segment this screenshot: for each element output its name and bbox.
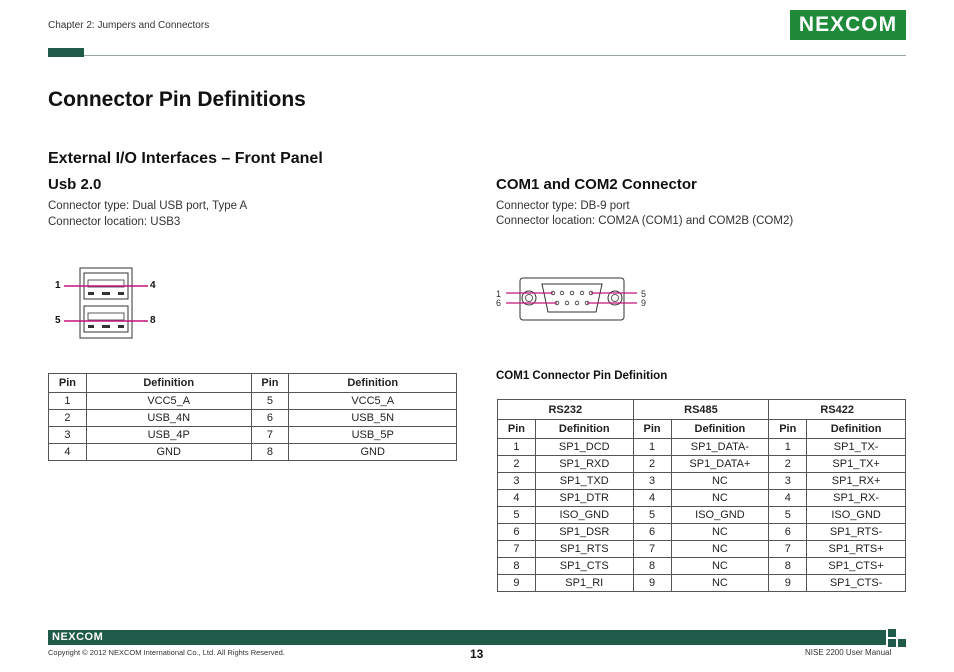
col-header: Definition bbox=[671, 420, 769, 439]
footer-nexcom-logo: NEXCOM bbox=[52, 631, 104, 643]
table-cell: 4 bbox=[633, 490, 671, 507]
table-cell: 5 bbox=[633, 507, 671, 524]
com-table-body bbox=[498, 439, 906, 592]
table-cell: 3 bbox=[498, 473, 536, 490]
copyright-text: Copyright © 2012 NEXCOM International Co., Ltd. All Rights Reserved. bbox=[48, 648, 285, 657]
header-accent bbox=[48, 48, 84, 57]
table-cell: 4 bbox=[498, 490, 536, 507]
table-row bbox=[498, 473, 906, 490]
db9-connector-icon bbox=[500, 274, 640, 324]
table-cell: 3 bbox=[633, 473, 671, 490]
com-pin-label-1: 1 bbox=[496, 289, 502, 299]
table-row bbox=[498, 507, 906, 524]
group-header: RS485 bbox=[633, 400, 769, 420]
table-cell: 4 bbox=[769, 490, 807, 507]
table-cell: SP1_TX+ bbox=[807, 456, 906, 473]
table-cell: 2 bbox=[498, 456, 536, 473]
nexcom-logo: NEXCOM bbox=[790, 10, 906, 40]
db9-port-diagram bbox=[500, 274, 640, 324]
table-cell: 1 bbox=[498, 439, 536, 456]
col-header: Definition bbox=[807, 420, 906, 439]
usb-pin-table bbox=[48, 373, 457, 461]
table-cell: SP1_DATA+ bbox=[671, 456, 769, 473]
com-table-caption: COM1 Connector Pin Definition bbox=[496, 370, 668, 382]
table-cell: 7 bbox=[633, 541, 671, 558]
col-header: Pin bbox=[633, 420, 671, 439]
table-cell: 6 bbox=[251, 410, 289, 427]
table-cell: 6 bbox=[633, 524, 671, 541]
table-cell: SP1_CTS- bbox=[807, 575, 906, 592]
col-header: Pin bbox=[251, 374, 289, 393]
table-cell: NC bbox=[671, 541, 769, 558]
table-cell: GND bbox=[289, 444, 457, 461]
table-cell: NC bbox=[671, 524, 769, 541]
usb-connector-location: Connector location: USB3 bbox=[48, 216, 181, 228]
footer-squares-icon bbox=[888, 629, 906, 647]
table-group-row bbox=[498, 400, 906, 420]
table-cell: 2 bbox=[49, 410, 87, 427]
table-cell: SP1_RTS+ bbox=[807, 541, 906, 558]
table-row bbox=[498, 575, 906, 592]
manual-name: NISE 2200 User Manual bbox=[805, 648, 892, 657]
page-title: Connector Pin Definitions bbox=[48, 88, 306, 111]
table-cell: SP1_CTS+ bbox=[807, 558, 906, 575]
table-cell: 8 bbox=[769, 558, 807, 575]
table-header-row bbox=[49, 374, 457, 393]
com-pin-label-9: 9 bbox=[641, 298, 647, 308]
table-cell: 7 bbox=[769, 541, 807, 558]
table-cell: 6 bbox=[498, 524, 536, 541]
table-cell: NC bbox=[671, 575, 769, 592]
table-cell: SP1_RTS- bbox=[807, 524, 906, 541]
com-pin-label-5: 5 bbox=[641, 289, 647, 299]
table-cell: 9 bbox=[633, 575, 671, 592]
table-cell: 8 bbox=[498, 558, 536, 575]
table-cell: NC bbox=[671, 490, 769, 507]
table-cell: 9 bbox=[498, 575, 536, 592]
table-cell: SP1_RXD bbox=[535, 456, 633, 473]
page-number: 13 bbox=[470, 647, 484, 661]
table-cell: 7 bbox=[498, 541, 536, 558]
table-cell: 3 bbox=[769, 473, 807, 490]
footer-bar bbox=[48, 630, 886, 645]
col-header: Pin bbox=[498, 420, 536, 439]
group-header: RS232 bbox=[498, 400, 634, 420]
usb-title: Usb 2.0 bbox=[48, 176, 102, 193]
header-divider bbox=[48, 48, 906, 57]
usb-pin-label-4: 4 bbox=[150, 280, 156, 291]
com-connector-type: Connector type: DB-9 port bbox=[496, 200, 630, 212]
usb-pin-label-8: 8 bbox=[150, 315, 156, 326]
com-title: COM1 and COM2 Connector bbox=[496, 176, 697, 193]
table-cell: SP1_RTS bbox=[535, 541, 633, 558]
usb-port-diagram bbox=[52, 264, 162, 344]
table-cell: ISO_GND bbox=[535, 507, 633, 524]
table-cell: SP1_RI bbox=[535, 575, 633, 592]
table-cell: SP1_RX+ bbox=[807, 473, 906, 490]
table-row bbox=[49, 427, 457, 444]
table-cell: SP1_RX- bbox=[807, 490, 906, 507]
col-header: Definition bbox=[86, 374, 251, 393]
table-cell: SP1_DCD bbox=[535, 439, 633, 456]
table-row bbox=[498, 439, 906, 456]
col-header: Pin bbox=[769, 420, 807, 439]
table-cell: ISO_GND bbox=[671, 507, 769, 524]
table-cell: NC bbox=[671, 558, 769, 575]
table-cell: 5 bbox=[498, 507, 536, 524]
table-cell: SP1_TXD bbox=[535, 473, 633, 490]
col-header: Definition bbox=[535, 420, 633, 439]
table-row bbox=[49, 393, 457, 410]
table-row bbox=[498, 541, 906, 558]
group-header: RS422 bbox=[769, 400, 906, 420]
table-cell: SP1_DTR bbox=[535, 490, 633, 507]
table-cell: SP1_DATA- bbox=[671, 439, 769, 456]
com-pin-label-6: 6 bbox=[496, 298, 502, 308]
col-header: Pin bbox=[49, 374, 87, 393]
table-cell: 2 bbox=[633, 456, 671, 473]
table-cell: ISO_GND bbox=[807, 507, 906, 524]
table-cell: USB_5N bbox=[289, 410, 457, 427]
table-cell: 1 bbox=[633, 439, 671, 456]
table-cell: 4 bbox=[49, 444, 87, 461]
section-title: External I/O Interfaces – Front Panel bbox=[48, 150, 323, 167]
header-line bbox=[84, 55, 906, 56]
table-cell: USB_4P bbox=[86, 427, 251, 444]
table-cell: USB_5P bbox=[289, 427, 457, 444]
com1-pin-table bbox=[497, 399, 906, 592]
table-row bbox=[49, 410, 457, 427]
table-cell: 5 bbox=[769, 507, 807, 524]
table-cell: 9 bbox=[769, 575, 807, 592]
dual-usb-icon bbox=[52, 264, 162, 344]
table-cell: GND bbox=[86, 444, 251, 461]
table-cell: 8 bbox=[251, 444, 289, 461]
table-cell: 2 bbox=[769, 456, 807, 473]
table-cell: VCC5_A bbox=[86, 393, 251, 410]
table-cell: SP1_DSR bbox=[535, 524, 633, 541]
table-cell: NC bbox=[671, 473, 769, 490]
table-cell: 3 bbox=[49, 427, 87, 444]
table-row bbox=[49, 444, 457, 461]
table-row bbox=[498, 456, 906, 473]
table-cell: 1 bbox=[49, 393, 87, 410]
usb-pin-label-5: 5 bbox=[55, 315, 61, 326]
table-cell: 7 bbox=[251, 427, 289, 444]
table-cell: 5 bbox=[251, 393, 289, 410]
col-header: Definition bbox=[289, 374, 457, 393]
table-row bbox=[498, 558, 906, 575]
table-header-row bbox=[498, 420, 906, 439]
table-cell: SP1_CTS bbox=[535, 558, 633, 575]
table-cell: 1 bbox=[769, 439, 807, 456]
table-row bbox=[498, 490, 906, 507]
table-cell: 8 bbox=[633, 558, 671, 575]
usb-connector-type: Connector type: Dual USB port, Type A bbox=[48, 200, 248, 212]
table-row bbox=[498, 524, 906, 541]
table-cell: SP1_TX- bbox=[807, 439, 906, 456]
table-cell: 6 bbox=[769, 524, 807, 541]
table-cell: VCC5_A bbox=[289, 393, 457, 410]
com-connector-location: Connector location: COM2A (COM1) and COM2B (COM2) bbox=[496, 215, 794, 227]
usb-pin-label-1: 1 bbox=[55, 280, 61, 291]
chapter-label: Chapter 2: Jumpers and Connectors bbox=[48, 20, 210, 31]
table-cell: USB_4N bbox=[86, 410, 251, 427]
